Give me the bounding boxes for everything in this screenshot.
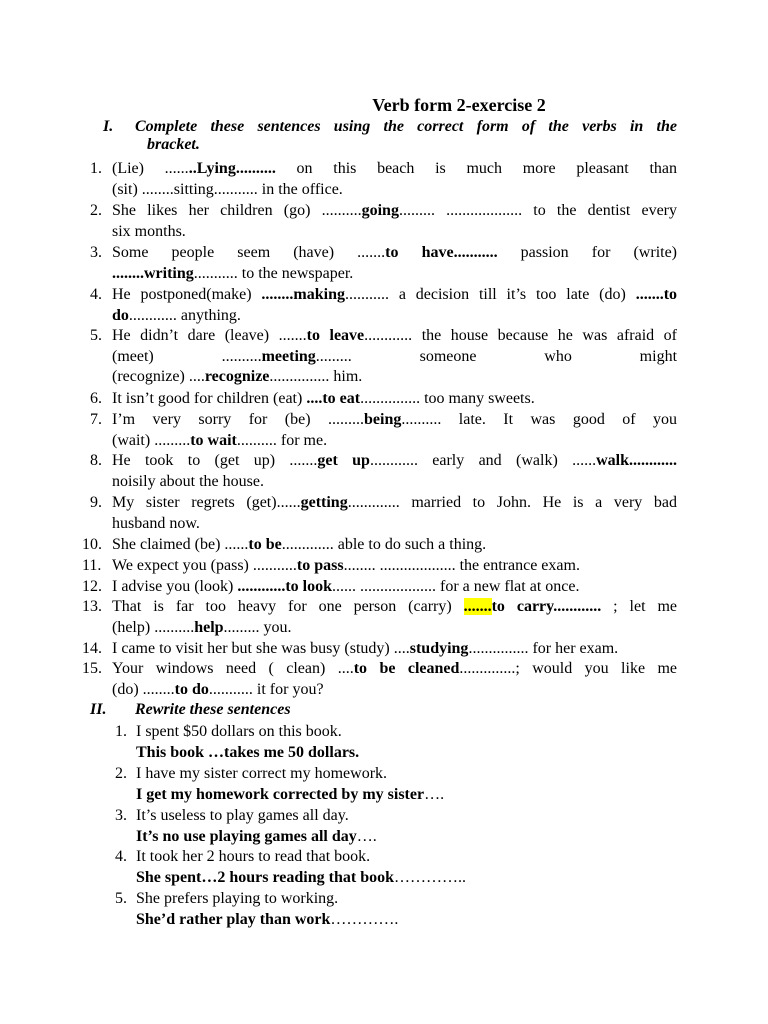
item-number: 11. xyxy=(82,557,102,574)
exercise-item-12: 12. I advise you (look) ............to look...... ................... for a new flat at once. xyxy=(90,577,677,598)
page-title: Verb form 2-exercise 2 xyxy=(372,95,546,115)
item-number: 14. xyxy=(82,640,102,657)
exercise-item-9: 9. My sister regrets (get)......getting............. married to John. He is a very bad husband now. xyxy=(90,494,678,532)
section-1-number: I. xyxy=(103,118,114,135)
item-number: 1. xyxy=(115,723,127,740)
exercise-item-15: 15. Your windows need ( clean) ....to be cleaned..............; would you like me (do) ........to do........... it for you? xyxy=(82,660,677,698)
answer: ........making xyxy=(261,286,345,303)
rewrite-item-4 xyxy=(115,847,675,888)
exercise-item-14: 14. I came to visit her but she was busy (study) ....studying............... for her exam. xyxy=(90,639,677,660)
item-number: 7. xyxy=(90,411,102,428)
answer: to wait xyxy=(190,431,237,449)
section-1-heading xyxy=(103,118,677,154)
rewrite-answer: It’s no use playing games all day…. xyxy=(136,827,377,845)
answer: to pass xyxy=(296,557,344,574)
exercise-item-4: 4. He postponed(make) ........making........... a decision till it’s too late (do) .......to do............ anything. xyxy=(90,286,678,324)
answer: to be cleaned xyxy=(353,660,460,677)
item-number: 3. xyxy=(115,807,127,824)
item-number: 10. xyxy=(82,536,102,553)
item-number: 15. xyxy=(82,660,102,677)
answer: recognize xyxy=(204,368,270,386)
answer: ........writing xyxy=(112,264,194,282)
answer: get up xyxy=(317,452,370,469)
answer: to be xyxy=(248,536,282,553)
exercise-item-11: 11. We expect you (pass) ...........to pass........ ................... the entrance exam. xyxy=(90,556,677,577)
answer: ....to eat xyxy=(306,390,361,407)
exercise-item-1: 1. (Lie) ........Lying.......... on this beach is much more pleasant than (sit) ........sitting........... in the office. xyxy=(90,160,677,198)
answer: meeting xyxy=(261,347,316,365)
exercise-item-2: 2. She likes her children (go) ..........going......... ................... to the dentist every six months. xyxy=(90,202,677,240)
rewrite-item-3 xyxy=(115,806,675,847)
exercise-item-6: 6. It isn’t good for children (eat) ....to eat............... too many sweets. xyxy=(90,389,677,410)
item-number: 3. xyxy=(90,244,102,261)
answer: getting xyxy=(300,494,348,511)
rewrite-answer: I get my homework corrected by my sister…. xyxy=(136,785,445,803)
item-number: 8. xyxy=(90,452,102,469)
section-1-heading-line2: bracket. xyxy=(147,136,200,153)
rewrite-question: It took her 2 hours to read that book. xyxy=(136,848,371,865)
section-2-heading xyxy=(90,701,490,719)
item-number: 2. xyxy=(115,765,127,782)
rewrite-item-2 xyxy=(115,764,675,805)
exercise-item-5: 5. He didn’t dare (leave) .......to leave............ the house because he was afraid of (meet) ..........meeting......... someone who might (recognize) ....recognize............... him. xyxy=(90,327,678,386)
answer: to do xyxy=(174,680,209,698)
rewrite-answer: She’d rather play than work…………. xyxy=(136,910,399,928)
item-number: 1. xyxy=(90,160,102,177)
rewrite-answer: This book …takes me 50 dollars. xyxy=(136,743,360,761)
answer: .......to xyxy=(635,286,678,303)
item-number: 5. xyxy=(115,890,127,907)
rewrite-question: It’s useless to play games all day. xyxy=(136,807,349,824)
section-1-heading-line1: Complete these sentences using the correct form of the verbs in the xyxy=(135,118,677,135)
exercise-item-13: 13. That is far too heavy for one person (carry) .......to carry............ ; let me (help) ..........help......... you. xyxy=(82,598,678,636)
item-number: 6. xyxy=(90,390,102,407)
exercise-item-10: 10. She claimed (be) ......to be............. able to do such a thing. xyxy=(90,535,677,556)
exercise-item-3: 3. Some people seem (have) .......to have........... passion for (write) ........writing........... to the newspaper. xyxy=(90,244,678,282)
answer: do xyxy=(112,306,129,324)
item-number: 9. xyxy=(90,494,102,511)
answer: to leave xyxy=(306,327,365,344)
rewrite-question: I have my sister correct my homework. xyxy=(136,765,388,782)
rewrite-question: I spent $50 dollars on this book. xyxy=(136,723,342,740)
answer: being xyxy=(364,411,402,428)
item-number: 2. xyxy=(90,202,102,219)
answer: ..Lying.......... xyxy=(188,160,276,177)
answer: help xyxy=(194,618,224,636)
item-number: 4. xyxy=(115,848,127,865)
answer: ............to look xyxy=(237,578,332,595)
exercise-item-7: 7. I’m very sorry for (be) .........being.......... late. It was good of you (wait) .........to wait.......... for me. xyxy=(90,411,678,449)
rewrite-item-1 xyxy=(115,722,675,763)
rewrite-answer: She spent…2 hours reading that book………….. xyxy=(136,868,466,886)
section-2-heading-text: Rewrite these sentences xyxy=(135,701,291,718)
item-number: 12. xyxy=(82,578,102,595)
answer: to carry............ xyxy=(491,598,602,615)
item-number: 5. xyxy=(90,327,102,344)
rewrite-item-5 xyxy=(115,889,675,930)
answer: walk............ xyxy=(596,452,678,469)
rewrite-question: She prefers playing to working. xyxy=(136,890,339,907)
answer: to have........... xyxy=(385,244,498,261)
item-number: 13. xyxy=(82,598,102,615)
section-2-number: II. xyxy=(90,701,107,718)
highlighted-answer: ....... xyxy=(463,598,492,615)
exercise-item-8: 8. He took to (get up) .......get up............ early and (walk) ......walk............ noisily about the house. xyxy=(90,452,678,490)
answer: going xyxy=(361,202,399,219)
answer: studying xyxy=(409,640,469,657)
item-number: 4. xyxy=(90,286,102,303)
